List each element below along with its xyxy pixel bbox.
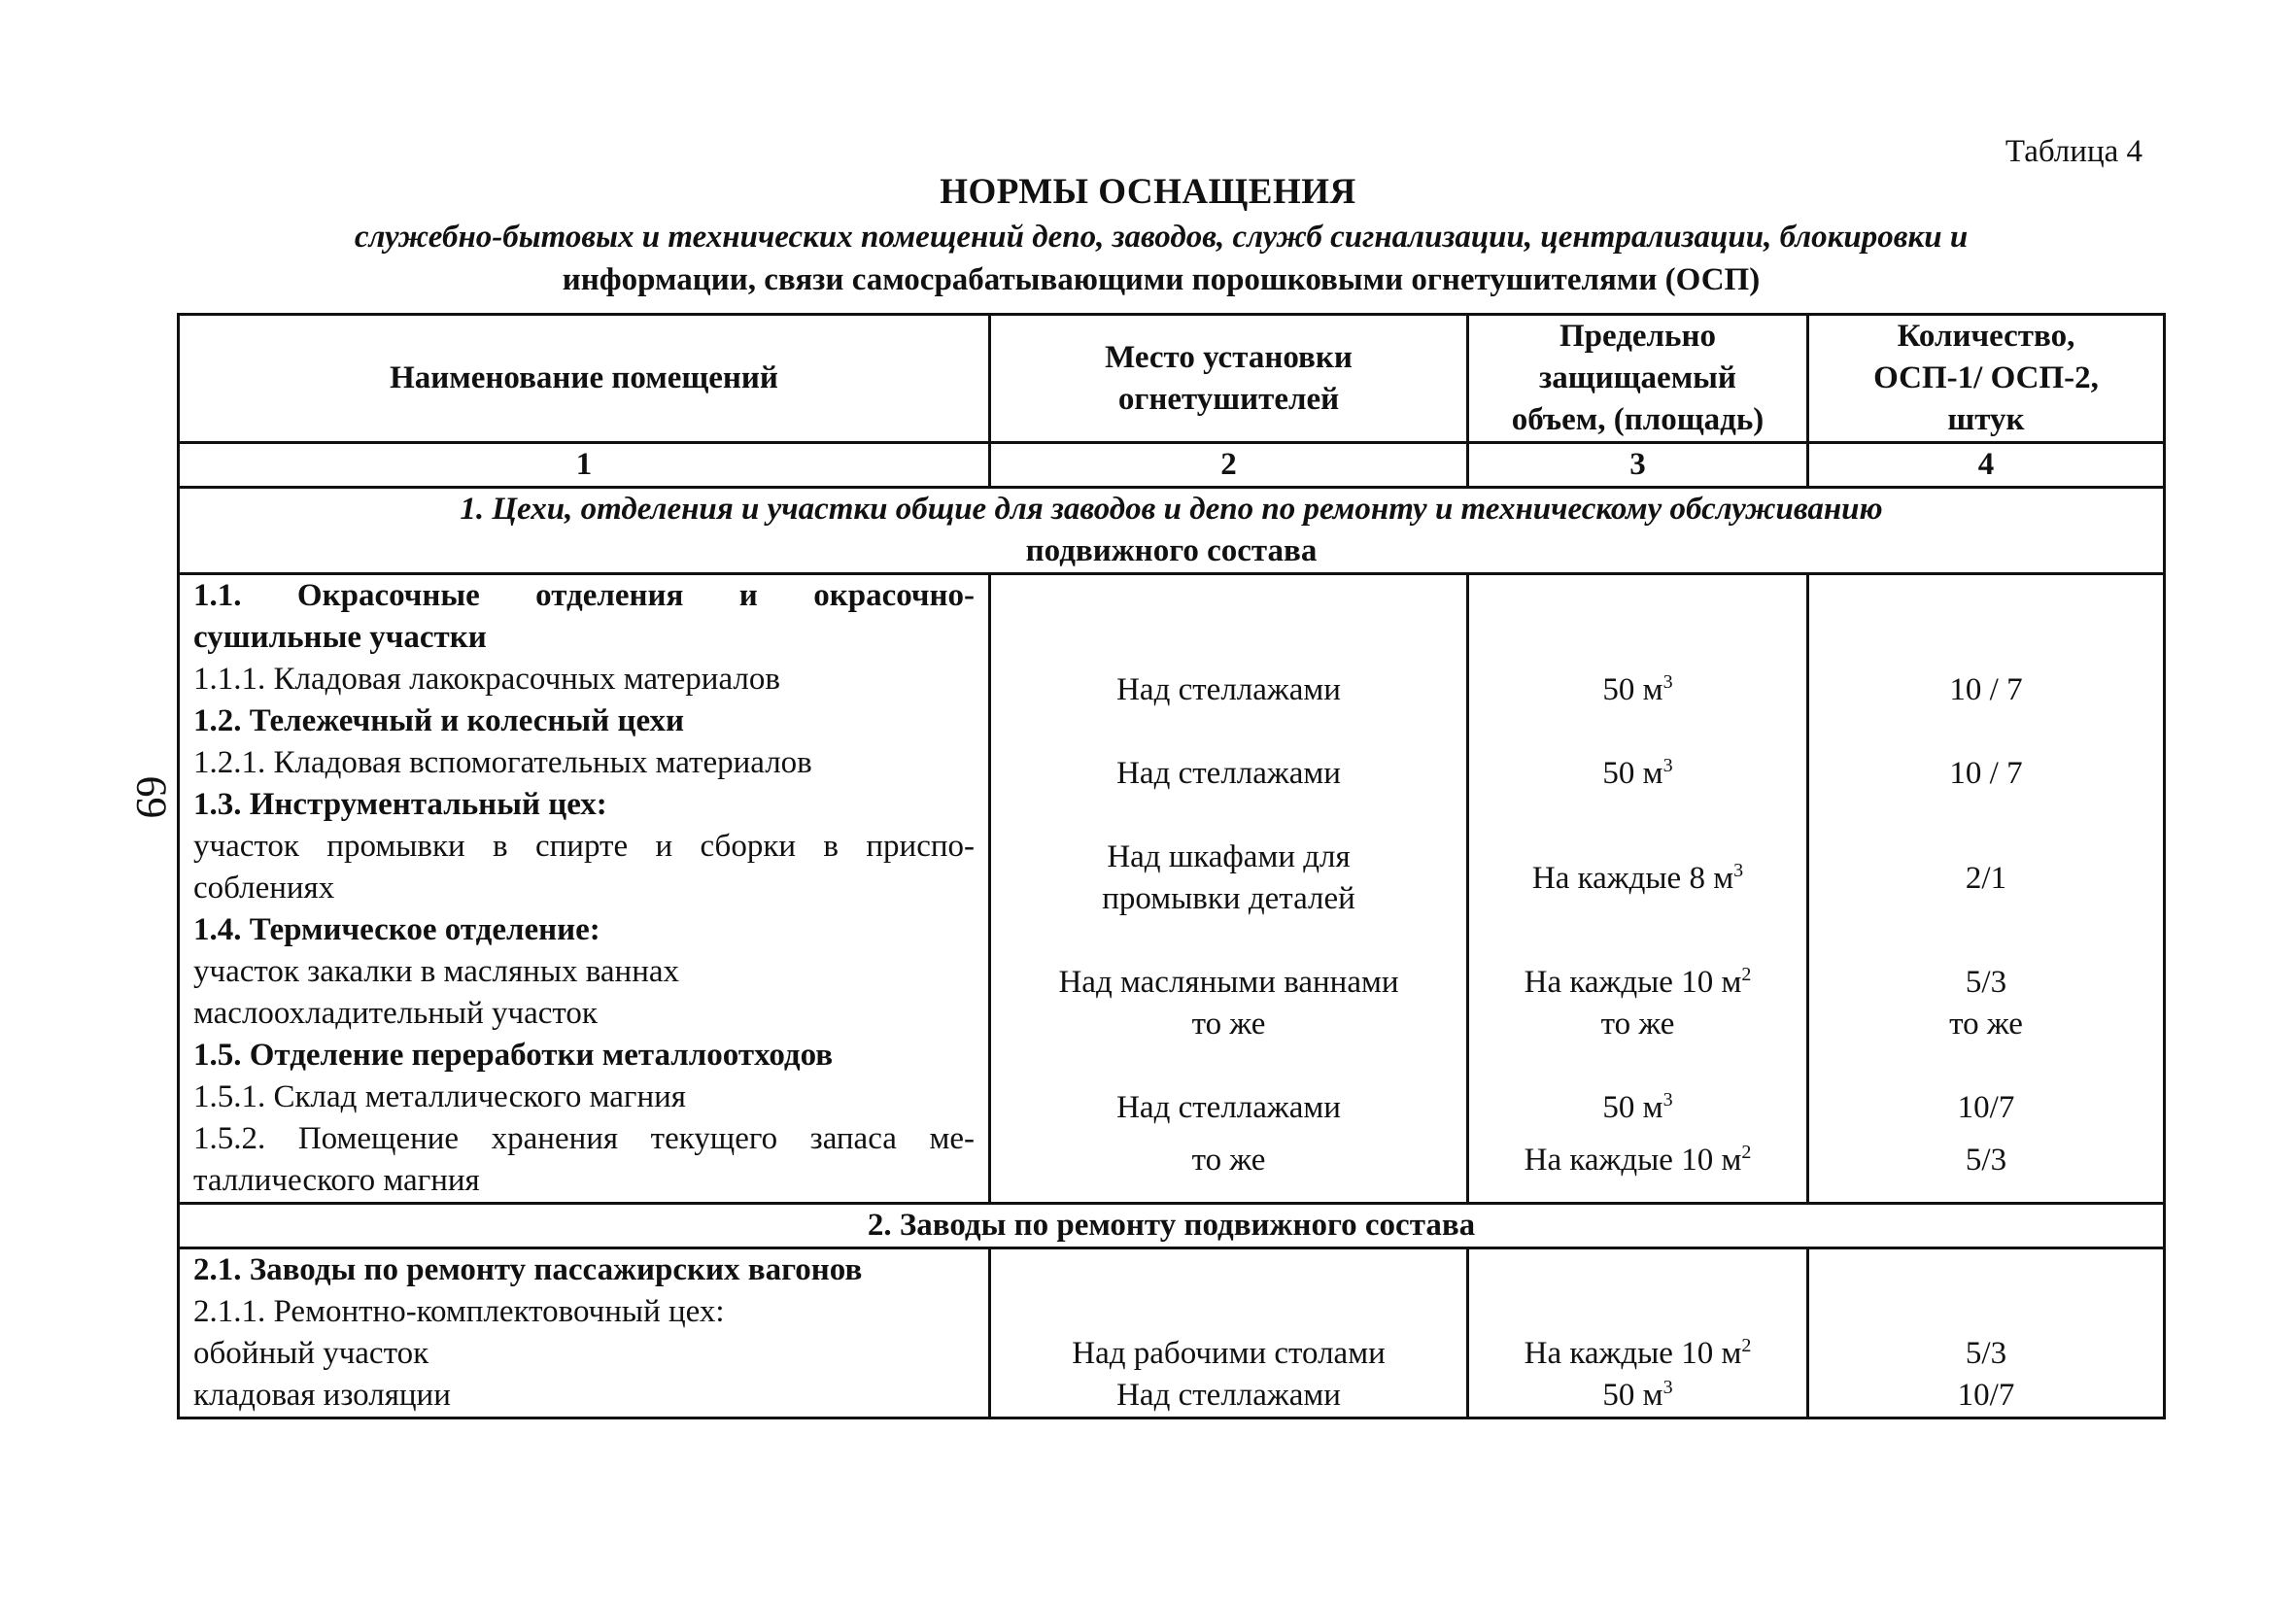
section-1-body-row [179, 574, 2165, 1204]
section-1-title-line-1: 1. Цехи, отделения и участки общие для заводов и депо по ремонту и техническому обслуживанию [460, 492, 1883, 527]
header-protected-volume-line-2: защищаемый [1539, 360, 1736, 395]
room-2-a: обойный участок [193, 1336, 429, 1371]
place-1-3-line-2: промывки деталей [1102, 881, 1355, 916]
header-quantity [1808, 315, 2165, 443]
page-number: 69 [127, 775, 176, 819]
header-quantity-line-1: Количество, [1897, 319, 2075, 354]
column-number: 4 [1808, 443, 2165, 488]
header-quantity-line-2: ОСП-1/ ОСП-2, [1873, 360, 2099, 395]
section-2-quantities [1808, 1248, 2165, 1418]
quantity-1-5-1: 10/7 [1957, 1090, 2015, 1125]
quantity-1-4-b: то же [1949, 1007, 2023, 1042]
place-1-4-b: то же [1191, 1007, 1266, 1042]
table-label: Таблица 4 [2005, 134, 2142, 169]
quantity-1-5-2: 5/3 [1965, 1143, 2007, 1178]
section-1-title [179, 488, 2165, 574]
document-title: НОРМЫ ОСНАЩЕНИЯ [940, 172, 1356, 212]
place-1-1-1: Над стеллажами [1116, 672, 1341, 707]
section-2-room-names [179, 1248, 990, 1418]
column-number: 2 [990, 443, 1468, 488]
room-group-1-1-line-2: сушильные участки [193, 620, 487, 655]
section-2-body-row [179, 1248, 2165, 1418]
volume-1-4-a: На каждые 10 $м^2$ [1524, 964, 1752, 1000]
section-2-volumes [1468, 1248, 1808, 1418]
section-1-quantities [1808, 574, 2165, 1204]
column-number: 3 [1468, 443, 1808, 488]
document-subtitle [194, 216, 2128, 301]
section-1-room-names [179, 574, 990, 1204]
section-2-title: 2. Заводы по ремонту подвижного состава [179, 1204, 2165, 1248]
quantity-2-a: 5/3 [1965, 1336, 2007, 1371]
header-install-place [990, 315, 1468, 443]
place-1-4-a: Над масляными ваннами [1058, 965, 1399, 1000]
room-group-2-1: 2.1. Заводы по ремонту пассажирских вагонов [193, 1252, 863, 1287]
place-1-3-line-1: Над шкафами для [1107, 839, 1351, 874]
header-room-name: Наименование помещений [179, 315, 990, 443]
volume-1-3: На каждые 8 $м^3$ [1531, 860, 1744, 896]
subtitle-line-1: служебно-бытовых и технических помещений депо, заводов, служб сигнализации, централизации, блокировки и [354, 220, 1969, 255]
header-install-place-line-1: Место установки [1105, 339, 1353, 375]
quantity-1-3: 2/1 [1965, 861, 2007, 896]
equipment-norms-table [177, 313, 2166, 1419]
volume-2-b: 50 $м^3$ [1602, 1377, 1673, 1413]
room-2-1-1: 2.1.1. Ремонтно-комплектовочный цех: [193, 1294, 725, 1329]
quantity-1-2-1: 10 / 7 [1949, 756, 2023, 791]
section-2-header-row [179, 1204, 2165, 1248]
header-quantity-line-3: штук [1947, 402, 2025, 437]
room-1-5-1: 1.5.1. Склад металлического магния [193, 1079, 686, 1114]
room-1-1-1: 1.1.1. Кладовая лакокрасочных материалов [193, 662, 780, 697]
place-1-5-1: Над стеллажами [1116, 1090, 1341, 1125]
room-group-1-4: 1.4. Термическое отделение: [193, 912, 600, 947]
header-install-place-line-2: огнетушителей [1117, 381, 1340, 417]
room-1-4-b: маслоохладительный участок [193, 996, 598, 1031]
quantity-2-b: 10/7 [1957, 1378, 2015, 1413]
volume-1-5-1: 50 $м^3$ [1602, 1089, 1673, 1125]
room-group-1-3: 1.3. Инструментальный цех: [193, 787, 607, 822]
section-1-install-places [990, 574, 1468, 1204]
room-1-3-line-2: соблениях [193, 871, 335, 906]
column-number: 1 [179, 443, 990, 488]
quantity-1-4-a: 5/3 [1965, 965, 2007, 1000]
place-2-a: Над рабочими столами [1072, 1336, 1386, 1371]
room-group-1-1-line-1: 1.1. Окрасочные отделения и окрасочно- [193, 578, 975, 613]
room-2-b: кладовая изоляции [193, 1378, 451, 1413]
subtitle-line-2: информации, связи самосрабатывающими порошковыми огнетушителями (ОСП) [562, 262, 1761, 297]
volume-1-1-1: 50 $м^3$ [1602, 671, 1673, 707]
volume-1-4-b: то же [1600, 1007, 1675, 1042]
volume-1-5-2: На каждые 10 $м^2$ [1524, 1142, 1752, 1178]
quantity-1-1-1: 10 / 7 [1949, 672, 2023, 707]
room-group-1-2: 1.2. Тележечный и колесный цехи [193, 703, 684, 738]
section-2-install-places [990, 1248, 1468, 1418]
room-1-4-a: участок закалки в масляных ваннах [193, 954, 679, 989]
room-group-1-5: 1.5. Отделение переработки металлоотходов [193, 1038, 834, 1073]
column-number-row [179, 443, 2165, 488]
volume-2-a: На каждые 10 $м^2$ [1524, 1335, 1752, 1371]
header-protected-volume-line-3: объем, (площадь) [1511, 402, 1765, 437]
room-1-5-2-line-2: таллического магния [193, 1163, 480, 1198]
header-protected-volume [1468, 315, 1808, 443]
room-1-3-line-1: участок промывки в спирте и сборки в приспо- [193, 829, 975, 864]
section-1-volumes [1468, 574, 1808, 1204]
volume-1-2-1: 50 $м^3$ [1602, 755, 1673, 791]
header-protected-volume-line-1: Предельно [1559, 319, 1717, 354]
place-1-2-1: Над стеллажами [1116, 756, 1341, 791]
room-1-2-1: 1.2.1. Кладовая вспомогательных материалов [193, 745, 812, 780]
room-1-5-2-line-1: 1.5.2. Помещение хранения текущего запаса ме- [193, 1121, 975, 1156]
section-1-title-line-2: подвижного состава [1025, 533, 1318, 568]
header-row [179, 315, 2165, 443]
place-1-5-2: то же [1191, 1143, 1266, 1178]
section-1-header-row [179, 488, 2165, 574]
place-2-b: Над стеллажами [1116, 1378, 1341, 1413]
